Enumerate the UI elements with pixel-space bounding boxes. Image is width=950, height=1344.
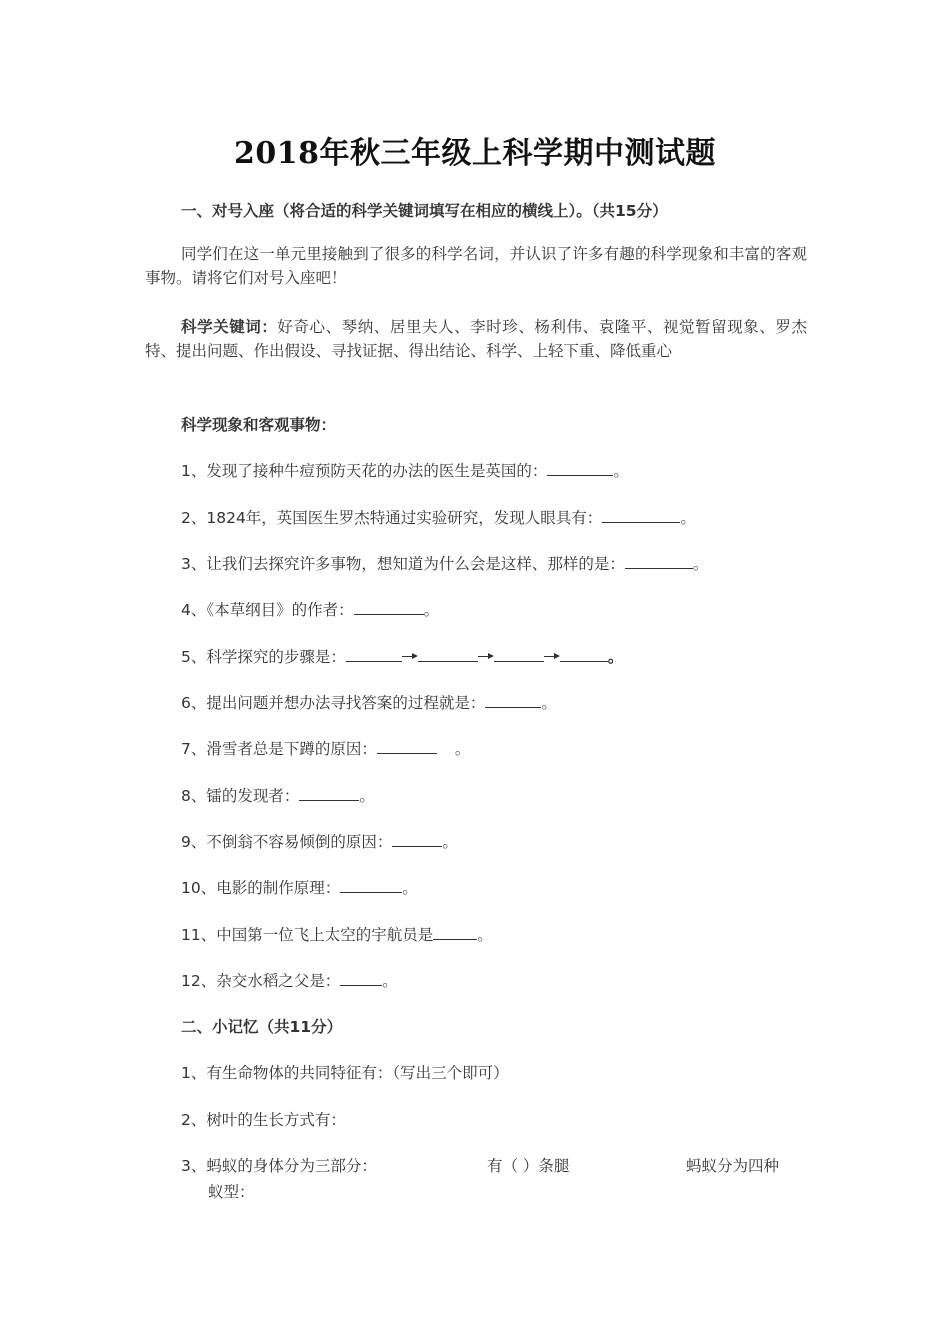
question-2-3	[181, 1154, 377, 1176]
question-1-3	[181, 552, 708, 574]
question-1-7	[181, 737, 470, 759]
section1-intro: 同学们在这一单元里接触到了很多的科学名词，并认识了许多有趣的科学现象和丰富的客观事物。请将它们对号入座吧！	[145, 245, 807, 287]
question-text: 9、不倒翁不容易倾倒的原因：	[181, 833, 393, 851]
question-2-1: 1、有生命物体的共同特征有：（写出三个即可）	[181, 1064, 509, 1082]
section1-heading: 一、对号入座（将合适的科学关键词填写在相应的横线上）。（共15分）	[181, 202, 668, 220]
question-1-2	[181, 506, 696, 528]
answer-blank[interactable]	[340, 971, 382, 986]
question-text: 4、《本草纲目》的作者：	[181, 601, 354, 619]
question-1-12	[181, 969, 398, 991]
end-mark: 。	[613, 462, 629, 480]
question-text: 12、杂交水稻之父是：	[181, 972, 341, 990]
answer-blank-step-1[interactable]	[346, 647, 402, 662]
question-1-5	[181, 645, 623, 667]
answer-blank-step-4[interactable]	[560, 647, 608, 662]
end-mark: 。	[454, 740, 471, 758]
end-mark: 。	[382, 972, 398, 990]
keywords-paragraph	[145, 315, 807, 363]
answer-blank[interactable]	[485, 693, 541, 708]
end-mark: 。	[442, 833, 458, 851]
arrow-right-icon	[544, 648, 560, 662]
answer-blank[interactable]	[354, 600, 424, 615]
question-2-3-types: 蚂蚁分为四种	[686, 1157, 780, 1175]
keywords-text: 好奇心、琴纳、居里夫人、李时珍、杨利伟、袁隆平、视觉暂留现象、罗杰特、提出问题、作出假设、寻找证据、得出结论、科学、上轻下重、降低重心	[145, 318, 807, 360]
section2-heading: 二、小记忆（共11分）	[181, 1018, 343, 1036]
end-mark: 。	[607, 648, 624, 666]
answer-blank[interactable]	[433, 925, 477, 940]
question-2-2: 2、树叶的生长方式有：	[181, 1111, 346, 1129]
keywords-label: 科学关键词：	[181, 318, 278, 336]
question-1-6	[181, 691, 557, 713]
answer-blank-step-3[interactable]	[494, 647, 544, 662]
end-mark: 。	[692, 555, 709, 573]
question-text: 7、滑雪者总是下蹲的原因：	[181, 740, 377, 758]
question-text: 6、提出问题并想办法寻找答案的过程就是：	[181, 694, 486, 712]
question-1-11	[181, 923, 493, 945]
arrow-right-icon	[478, 648, 494, 662]
answer-blank[interactable]	[625, 554, 693, 569]
end-mark: 。	[541, 694, 557, 712]
answer-blank[interactable]	[602, 508, 680, 523]
end-mark: 。	[680, 509, 696, 527]
end-mark: 。	[477, 926, 493, 944]
question-1-8	[181, 784, 375, 806]
end-mark: 。	[402, 879, 418, 897]
answer-blank[interactable]	[340, 878, 402, 893]
end-mark: 。	[359, 787, 375, 805]
question-text: 11、中国第一位飞上太空的宇航员是	[181, 926, 434, 944]
answer-blank[interactable]	[377, 739, 437, 754]
answer-blank[interactable]	[299, 786, 359, 801]
question-2-3-legs: 有（ ）条腿	[487, 1157, 570, 1175]
question-text: 3、蚂蚁的身体分为三部分：	[181, 1157, 377, 1175]
question-1-10	[181, 876, 418, 898]
question-text: 10、电影的制作原理：	[181, 879, 341, 897]
question-2-3-continued: 蚁型：	[208, 1183, 255, 1201]
question-1-9	[181, 830, 458, 852]
answer-blank[interactable]	[392, 832, 442, 847]
phenomena-label: 科学现象和客观事物：	[181, 416, 337, 434]
question-text: 1、发现了接种牛痘预防天花的办法的医生是英国的：	[181, 462, 548, 480]
arrow-right-icon	[402, 648, 418, 662]
page-title: 2018年秋三年级上科学期中测试题	[234, 136, 716, 171]
question-text: 8、镭的发现者：	[181, 787, 300, 805]
end-mark: 。	[423, 601, 440, 619]
answer-blank[interactable]	[547, 461, 613, 476]
answer-blank-step-2[interactable]	[418, 647, 478, 662]
question-text: 3、让我们去探究许多事物，想知道为什么会是这样、那样的是：	[181, 555, 625, 573]
question-text: 2、1824年，英国医生罗杰特通过实验研究，发现人眼具有：	[181, 509, 603, 527]
question-1-4	[181, 598, 439, 620]
question-text: 5、科学探究的步骤是：	[181, 648, 346, 666]
question-1-1	[181, 459, 629, 481]
